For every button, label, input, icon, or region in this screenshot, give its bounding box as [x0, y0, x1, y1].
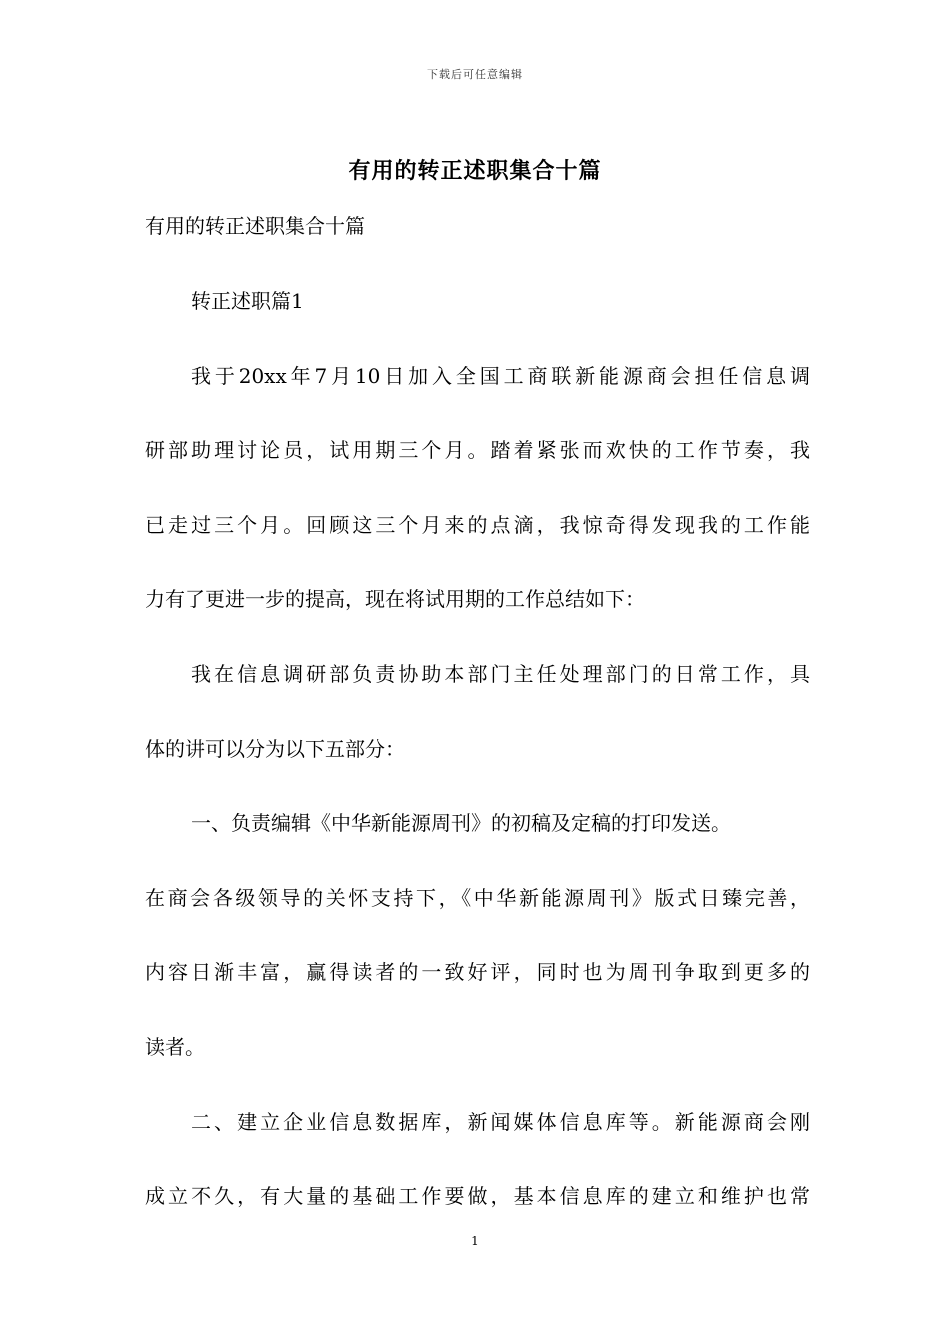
paragraph-line: 在商会各级领导的关怀支持下，《中华新能源周刊》版式日臻完善， — [145, 886, 810, 910]
page-number: 1 — [471, 1234, 479, 1248]
paragraph-line: 力有了更进一步的提高，现在将试用期的工作总结如下： — [145, 587, 645, 611]
paragraph-line: 成立不久，有大量的基础工作要做，基本信息库的建立和维护也常 — [145, 1184, 810, 1208]
header-note: 下载后可任意编辑 — [427, 68, 523, 81]
paragraph-line: 我在信息调研部负责协助本部门主任处理部门的日常工作，具 — [191, 662, 810, 686]
paragraph-line: 研部助理讨论员，试用期三个月。踏着紧张而欢快的工作节奏，我 — [145, 438, 810, 462]
paragraph-line: 我于20xx年7月10日加入全国工商联新能源商会担任信息调 — [191, 364, 810, 388]
paragraph-line: 读者。 — [145, 1035, 205, 1059]
subtitle-line: 有用的转正述职集合十篇 — [145, 214, 365, 238]
section-heading: 转正述职篇1 — [191, 289, 304, 313]
paragraph-line: 内容日渐丰富，赢得读者的一致好评，同时也为周刊争取到更多的 — [145, 960, 810, 984]
paragraph-line: 体的讲可以分为以下五部分： — [145, 737, 405, 761]
paragraph-line: 一、负责编辑《中华新能源周刊》的初稿及定稿的打印发送。 — [191, 811, 731, 835]
paragraph-line: 二、建立企业信息数据库，新闻媒体信息库等。新能源商会刚 — [191, 1110, 810, 1134]
paragraph-line: 已走过三个月。回顾这三个月来的点滴，我惊奇得发现我的工作能 — [145, 513, 810, 537]
document-title: 有用的转正述职集合十篇 — [348, 158, 602, 184]
